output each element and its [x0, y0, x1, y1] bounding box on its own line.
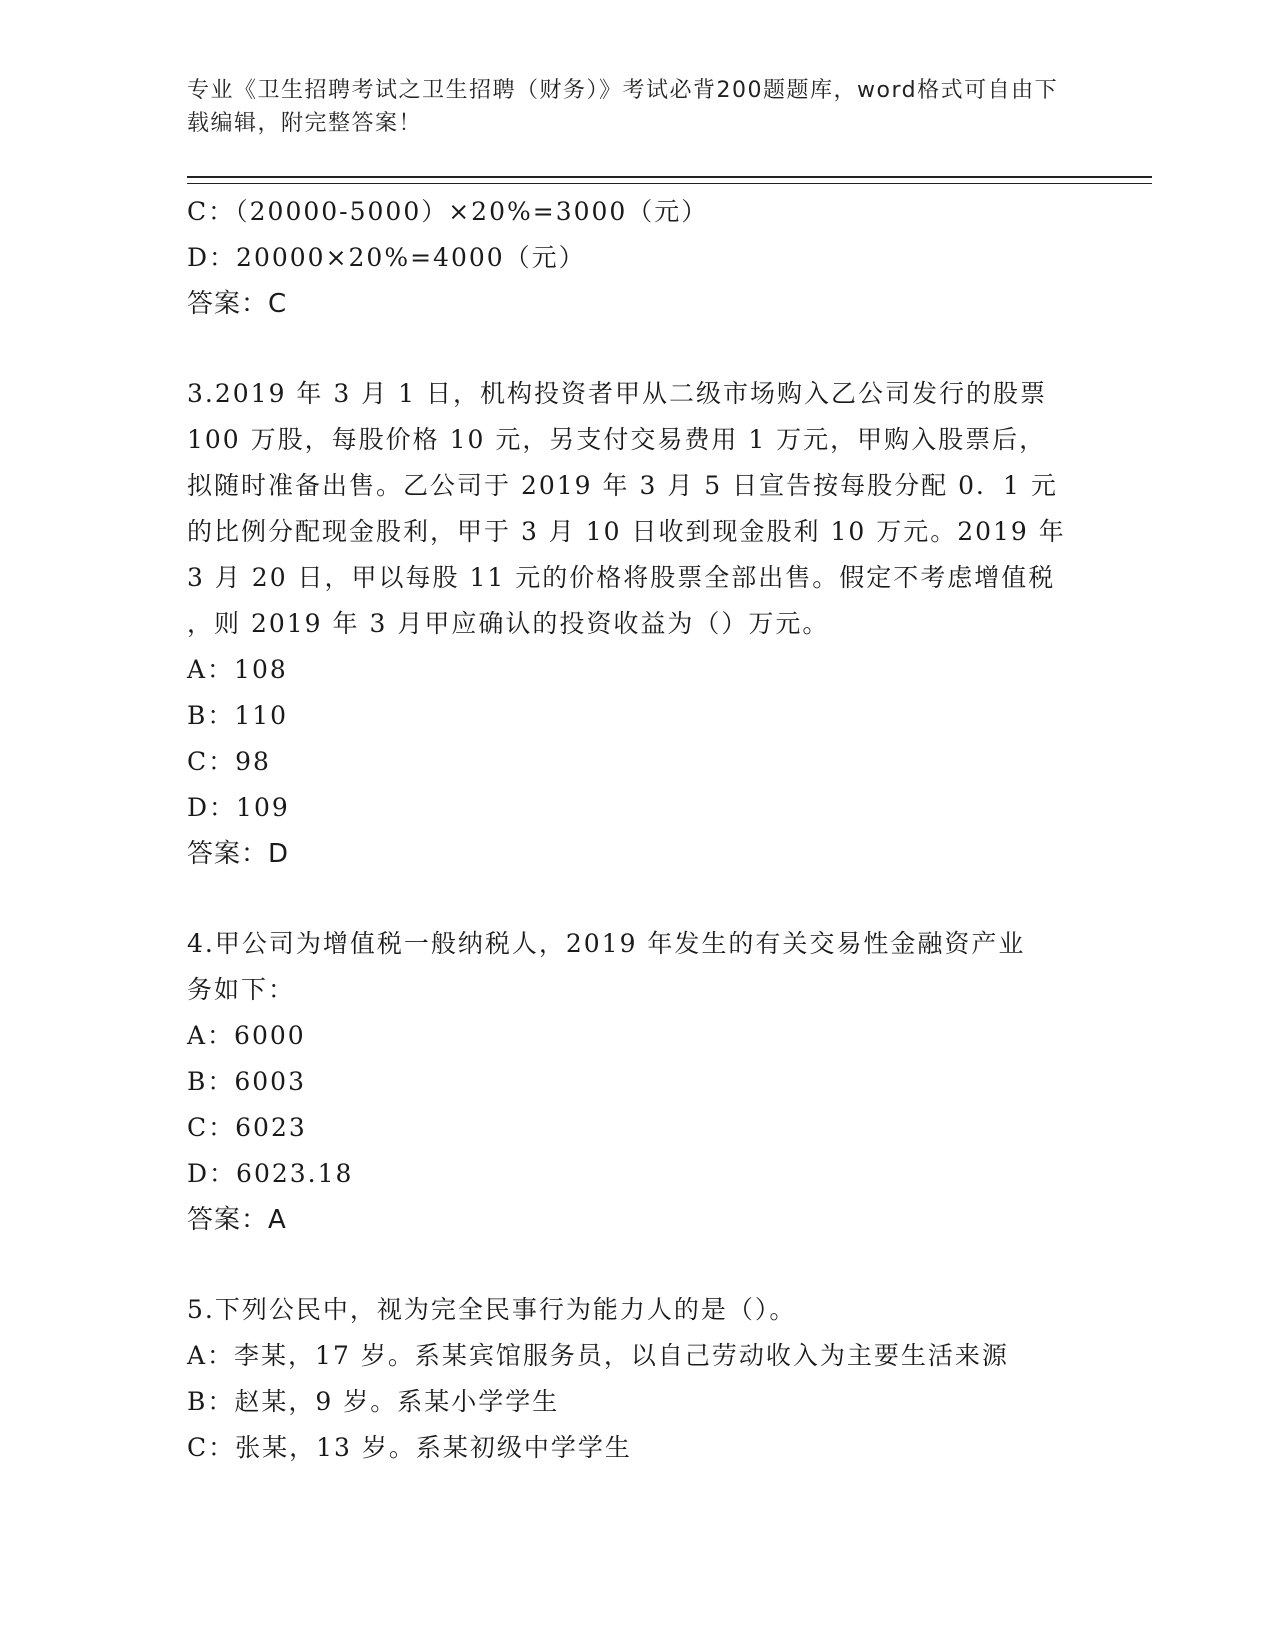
option-d: D：6023.18: [187, 1159, 354, 1188]
option-d: D：20000×20%=4000（元）: [187, 243, 586, 272]
question-2-tail: [187, 189, 1087, 327]
answer-label: 答案：A: [187, 1205, 287, 1235]
question-line: 拟随时准备出售。乙公司于 2019 年 3 月 5 日宣告按每股分配 0．1 元: [187, 471, 1058, 500]
option-a: A：李某，17 岁。系某宾馆服务员，以自己劳动收入为主要生活来源: [187, 1341, 1009, 1370]
answer-label: 答案：C: [187, 289, 288, 319]
question-3: [187, 371, 1087, 877]
header-rule-thin: [187, 183, 1152, 184]
question-4: [187, 921, 1087, 1243]
question-line: 3 月 20 日，甲以每股 11 元的价格将股票全部出售。假定不考虑增值税: [187, 563, 1056, 592]
question-text: [187, 921, 1087, 1013]
option-c: C：6023: [187, 1113, 307, 1142]
option-b: B：6003: [187, 1067, 306, 1096]
answer-label: 答案：D: [187, 839, 290, 869]
option-c: C：张某，13 岁。系某初级中学学生: [187, 1433, 632, 1462]
question-line: 务如下：: [187, 975, 296, 1004]
option-d: D：109: [187, 793, 290, 822]
question-line: 100 万股，每股价格 10 元，另支付交易费用 1 万元，甲购入股票后，: [187, 425, 1047, 454]
question-line: 3.2019 年 3 月 1 日，机构投资者甲从二级市场购入乙公司发行的股票: [187, 379, 1048, 408]
question-5: [187, 1287, 1087, 1471]
option-b: B：110: [187, 701, 289, 730]
option-a: A：108: [187, 655, 288, 684]
option-b: B：赵某，9 岁。系某小学学生: [187, 1387, 560, 1416]
document-body: [187, 189, 1087, 1471]
question-line: 的比例分配现金股利，甲于 3 月 10 日收到现金股利 10 万元。2019 年: [187, 517, 1066, 546]
question-text: [187, 371, 1087, 647]
option-c: C：（20000-5000）×20%=3000（元）: [187, 197, 709, 226]
option-c: C：98: [187, 747, 271, 776]
option-a: A：6000: [187, 1021, 306, 1050]
question-line: 5.下列公民中，视为完全民事行为能力人的是（）。: [187, 1295, 797, 1324]
question-line: 4.甲公司为增值税一般纳税人，2019 年发生的有关交易性金融资产业: [187, 929, 1026, 958]
header-rule-thick: [187, 176, 1152, 178]
question-line: ，则 2019 年 3 月甲应确认的投资收益为（）万元。: [187, 609, 830, 638]
question-text: [187, 1287, 1087, 1333]
document-header: 专业《卫生招聘考试之卫生招聘（财务）》考试必背200题题库，word格式可自由下载编辑，附完整答案！: [187, 78, 1059, 136]
